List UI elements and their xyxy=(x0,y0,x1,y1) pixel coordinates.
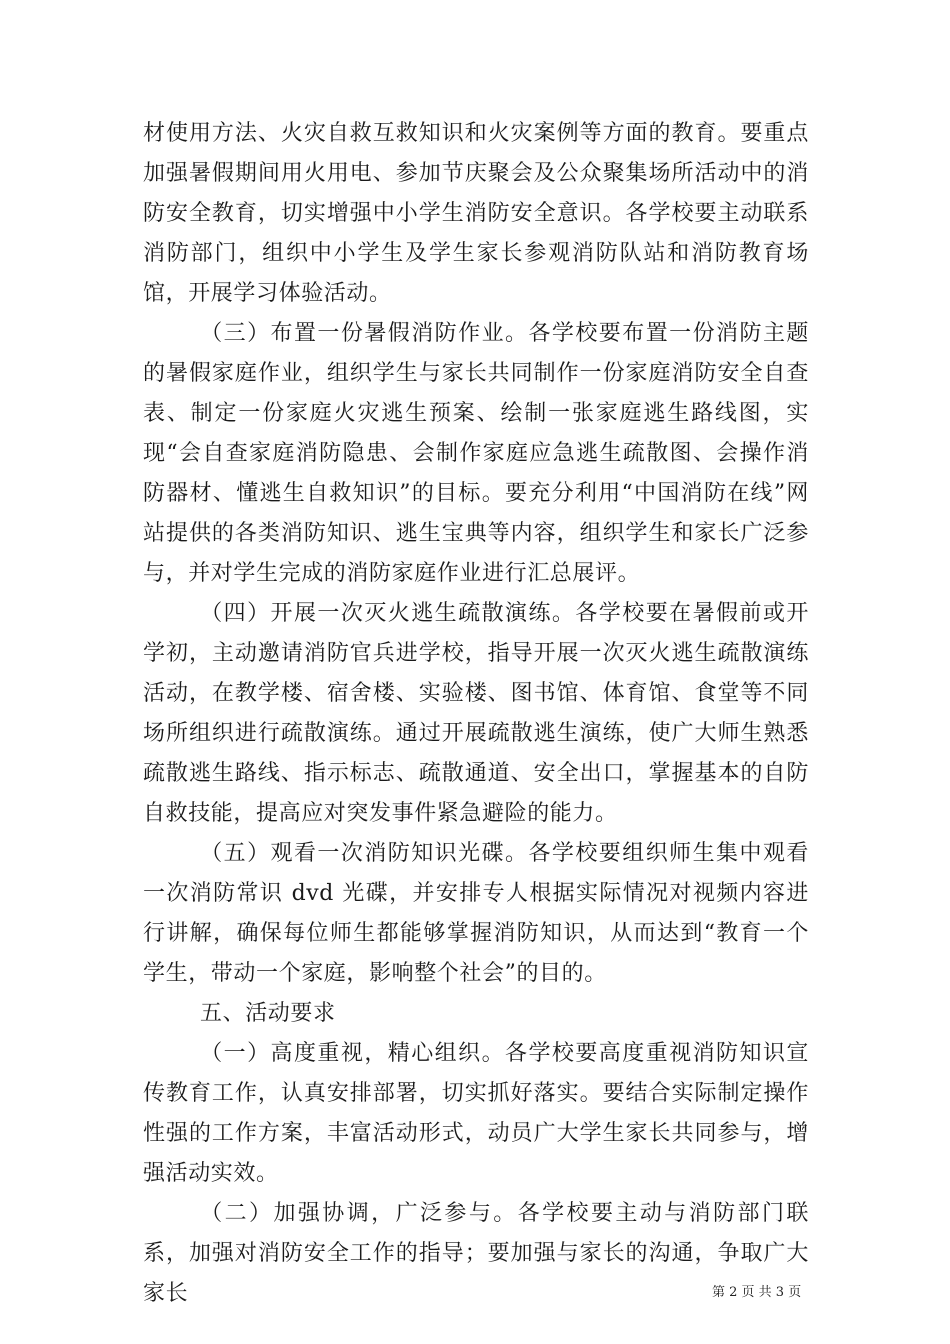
paragraph-continued: 材使用方法、火灾自救互救知识和火灾案例等方面的教育。要重点加强暑假期间用火用电、参加节庆聚会及公众聚集场所活动中的消防安全教育，切实增强中小学生消防安全意识。各学校要主动联系消防部门，组织中小学生及学生家长参观消防队站和消防教育场馆，开展学习体验活动。 xyxy=(143,121,809,306)
paragraph-requirement-2: （二）加强协调，广泛参与。各学校要主动与消防部门联系，加强对消防安全工作的指导；要加强与家长的沟通，争取广大家长 xyxy=(143,1201,809,1306)
document-body xyxy=(143,114,809,1314)
paragraph-item-5: （五）观看一次消防知识光碟。各学校要组织师生集中观看一次消防常识 dvd 光碟，并安排专人根据实际情况对视频内容进行讲解，确保每位师生都能够掌握消防知识，从而达到“教育一个学生，带动一个家庭，影响整个社会”的目的。 xyxy=(143,841,809,986)
page-number-footer: 第 2 页 共 3 页 xyxy=(712,1285,802,1300)
paragraph-item-4: （四）开展一次灭火逃生疏散演练。各学校要在暑假前或开学初，主动邀请消防官兵进学校，指导开展一次灭火逃生疏散演练活动，在教学楼、宿舍楼、实验楼、图书馆、体育馆、食堂等不同场所组织进行疏散演练。通过开展疏散逃生演练，使广大师生熟悉疏散逃生路线、指示标志、疏散通道、安全出口，掌握基本的自防自救技能，提高应对突发事件紧急避险的能力。 xyxy=(143,601,809,826)
paragraph-item-3: （三）布置一份暑假消防作业。各学校要布置一份消防主题的暑假家庭作业，组织学生与家长共同制作一份家庭消防安全自查表、制定一份家庭火灾逃生预案、绘制一张家庭逃生路线图，实现“会自查家庭消防隐患、会制作家庭应急逃生疏散图、会操作消防器材、懂逃生自救知识”的目标。要充分利用“中国消防在线”网站提供的各类消防知识、逃生宝典等内容，组织学生和家长广泛参与，并对学生完成的消防家庭作业进行汇总展评。 xyxy=(143,321,809,586)
section-heading: 五、活动要求 xyxy=(200,1001,336,1026)
paragraph-requirement-1: （一）高度重视，精心组织。各学校要高度重视消防知识宣传教育工作，认真安排部署，切实抓好落实。要结合实际制定操作性强的工作方案，丰富活动形式，动员广大学生家长共同参与，增强活动实效。 xyxy=(143,1041,809,1186)
